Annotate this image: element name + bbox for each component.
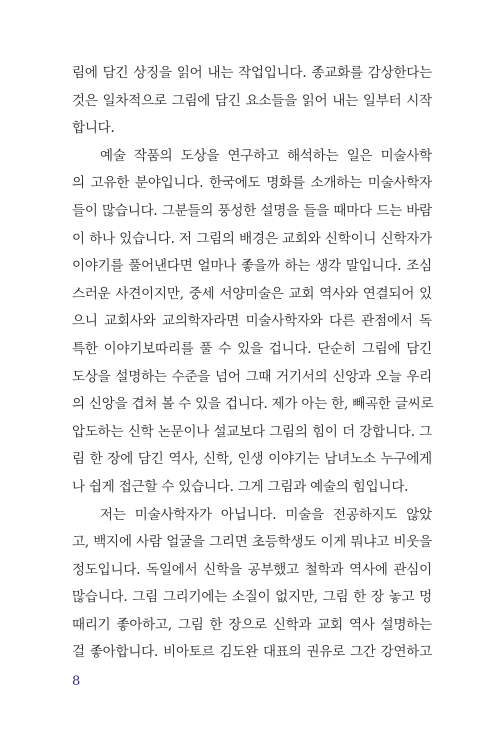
text-line: 많습니다. 그림 그리기에는 소질이 없지만, 그림 한 장 놓고 멍 (72, 589, 432, 606)
text-line: 의 신앙을 겹쳐 볼 수 있을 겁니다. 제가 아는 한, 빼곡한 글씨로 (72, 396, 434, 413)
text-line: 압도하는 신학 논문이나 설교보다 그림의 힘이 더 강합니다. 그 (72, 423, 432, 440)
text-line: 들이 많습니다. 그분들의 풍성한 설명을 들을 때마다 드는 바람 (72, 202, 432, 219)
text-line: 때리기 좋아하고, 그림 한 장으로 신학과 교회 역사 설명하는 (72, 616, 432, 633)
text-line: 특한 이야기보따리를 풀 수 있을 겁니다. 단순히 그림에 담긴 (72, 340, 432, 357)
text-line: 예술 작품의 도상을 연구하고 해석하는 일은 미술사학 (100, 147, 432, 164)
text-line: 이 하나 있습니다. 저 그림의 배경은 교회와 신학이니 신학자가 (72, 230, 432, 247)
text-line: 스러운 사견이지만, 중세 서양미술은 교회 역사와 연결되어 있 (72, 285, 432, 302)
text-line: 림 한 장에 담긴 역사, 신학, 인생 이야기는 남녀노소 누구에게 (72, 451, 432, 468)
text-line: 고, 백지에 사람 얼굴을 그리면 초등학생도 이게 뭐냐고 비웃을 (72, 534, 432, 551)
text-line: 합니다. (72, 120, 115, 137)
text-line: 것은 일차적으로 그림에 담긴 요소들을 읽어 내는 일부터 시작 (72, 92, 432, 109)
text-line: 도상을 설명하는 수준을 넘어 그때 거기서의 신앙과 오늘 우리 (72, 368, 432, 385)
text-line: 나 쉽게 접근할 수 있습니다. 그게 그림과 예술의 힘입니다. (72, 478, 409, 495)
text-line: 림에 담긴 상징을 읽어 내는 작업입니다. 종교화를 감상한다는 (72, 65, 432, 81)
text-line: 의 고유한 분야입니다. 한국에도 명화를 소개하는 미술사학자 (72, 175, 432, 192)
text-line: 이야기를 풀어낸다면 얼마나 좋을까 하는 생각 말입니다. 조심 (72, 258, 432, 275)
page-number: 8 (72, 674, 81, 689)
body-text (72, 60, 432, 667)
text-line: 으니 교회사와 교의학자라면 미술사학자와 다른 관점에서 독 (72, 313, 432, 330)
text-line: 걸 좋아합니다. 비아토르 김도완 대표의 권유로 그간 강연하고 (72, 644, 432, 661)
text-line: 저는 미술사학자가 아닙니다. 미술을 전공하지도 않았 (100, 506, 432, 523)
text-line: 정도입니다. 독일에서 신학을 공부했고 철학과 역사에 관심이 (72, 561, 432, 578)
